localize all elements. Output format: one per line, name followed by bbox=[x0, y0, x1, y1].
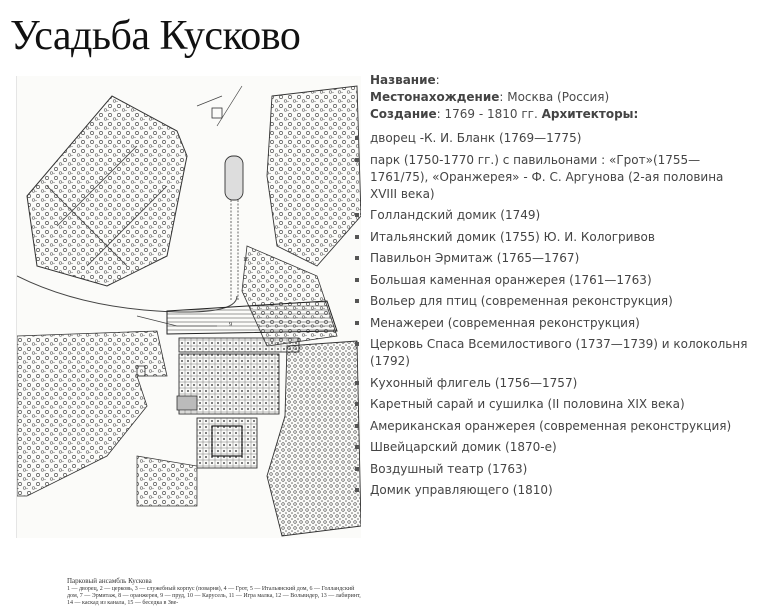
list-item: парк (1750-1770 гг.) с павильонами : «Грот»(1755—1761/75), «Оранжерея» - Ф. С. Аргунова (2-ая половина XVIII века) bbox=[353, 152, 753, 203]
map-caption-text: 1 — дворец, 2 — церковь, 3 — служебный корпус (поварня), 4 — Грот, 5 — Итальянский дом, 6 — Голландский дом, 7 — Эрмитаж, 8 — оранжерея, 9 — пруд, 10 — Карусель, 11 — Игра малка, 12 — Вольвидер, 13 — лабиринт, 14 — каскад из канала, 15 — беседка в Зве- bbox=[67, 586, 361, 606]
created-value: 1769 - 1810 гг. bbox=[444, 107, 538, 121]
objects-list bbox=[353, 130, 753, 504]
list-item: Каретный сарай и сушилка (II половина XIX века) bbox=[353, 396, 753, 413]
architects-label: Архитекторы: bbox=[541, 107, 639, 121]
created-label: Создание bbox=[370, 107, 437, 121]
map-caption bbox=[67, 578, 367, 607]
estate-plan-image bbox=[16, 76, 361, 606]
location-label: Местонахождение bbox=[370, 90, 500, 104]
list-item: Кухонный флигель (1756—1757) bbox=[353, 375, 753, 392]
list-item: Церковь Спаса Всемилостивого (1737—1739) и колокольня (1792) bbox=[353, 336, 753, 370]
list-item: Большая каменная оранжерея (1761—1763) bbox=[353, 272, 753, 289]
location-row: Местонахождение: Москва (Россия) bbox=[370, 90, 610, 104]
list-item: Павильон Эрмитаж (1765—1767) bbox=[353, 250, 753, 267]
created-row: Создание: 1769 - 1810 гг. Архитекторы: bbox=[370, 107, 639, 121]
page-title: Усадьба Кусково bbox=[10, 13, 301, 59]
name-label: Название bbox=[370, 73, 436, 87]
list-item: Воздушный театр (1763) bbox=[353, 461, 753, 478]
list-item: Итальянский домик (1755) Ю. И. Кологривов bbox=[353, 229, 753, 246]
map-label-15: 15 bbox=[243, 257, 249, 263]
list-item: Голландский домик (1749) bbox=[353, 207, 753, 224]
name-row: Название: bbox=[370, 73, 440, 87]
list-item: Вольер для птиц (современная реконструкция) bbox=[353, 293, 753, 310]
list-item: Менажереи (современная реконструкция) bbox=[353, 315, 753, 332]
location-value: Москва (Россия) bbox=[507, 90, 610, 104]
list-item: дворец -К. И. Бланк (1769—1775) bbox=[353, 130, 753, 147]
map-label-9: 9 bbox=[229, 322, 232, 328]
estate-plan-drawing bbox=[17, 76, 361, 538]
list-item: Швейцарский домик (1870-е) bbox=[353, 439, 753, 456]
map-caption-title: Парковый ансамбль Кускова bbox=[67, 577, 152, 585]
list-item: Американская оранжерея (современная реконструкция) bbox=[353, 418, 753, 435]
estate-info bbox=[370, 72, 750, 123]
list-item: Домик управляющего (1810) bbox=[353, 482, 753, 499]
